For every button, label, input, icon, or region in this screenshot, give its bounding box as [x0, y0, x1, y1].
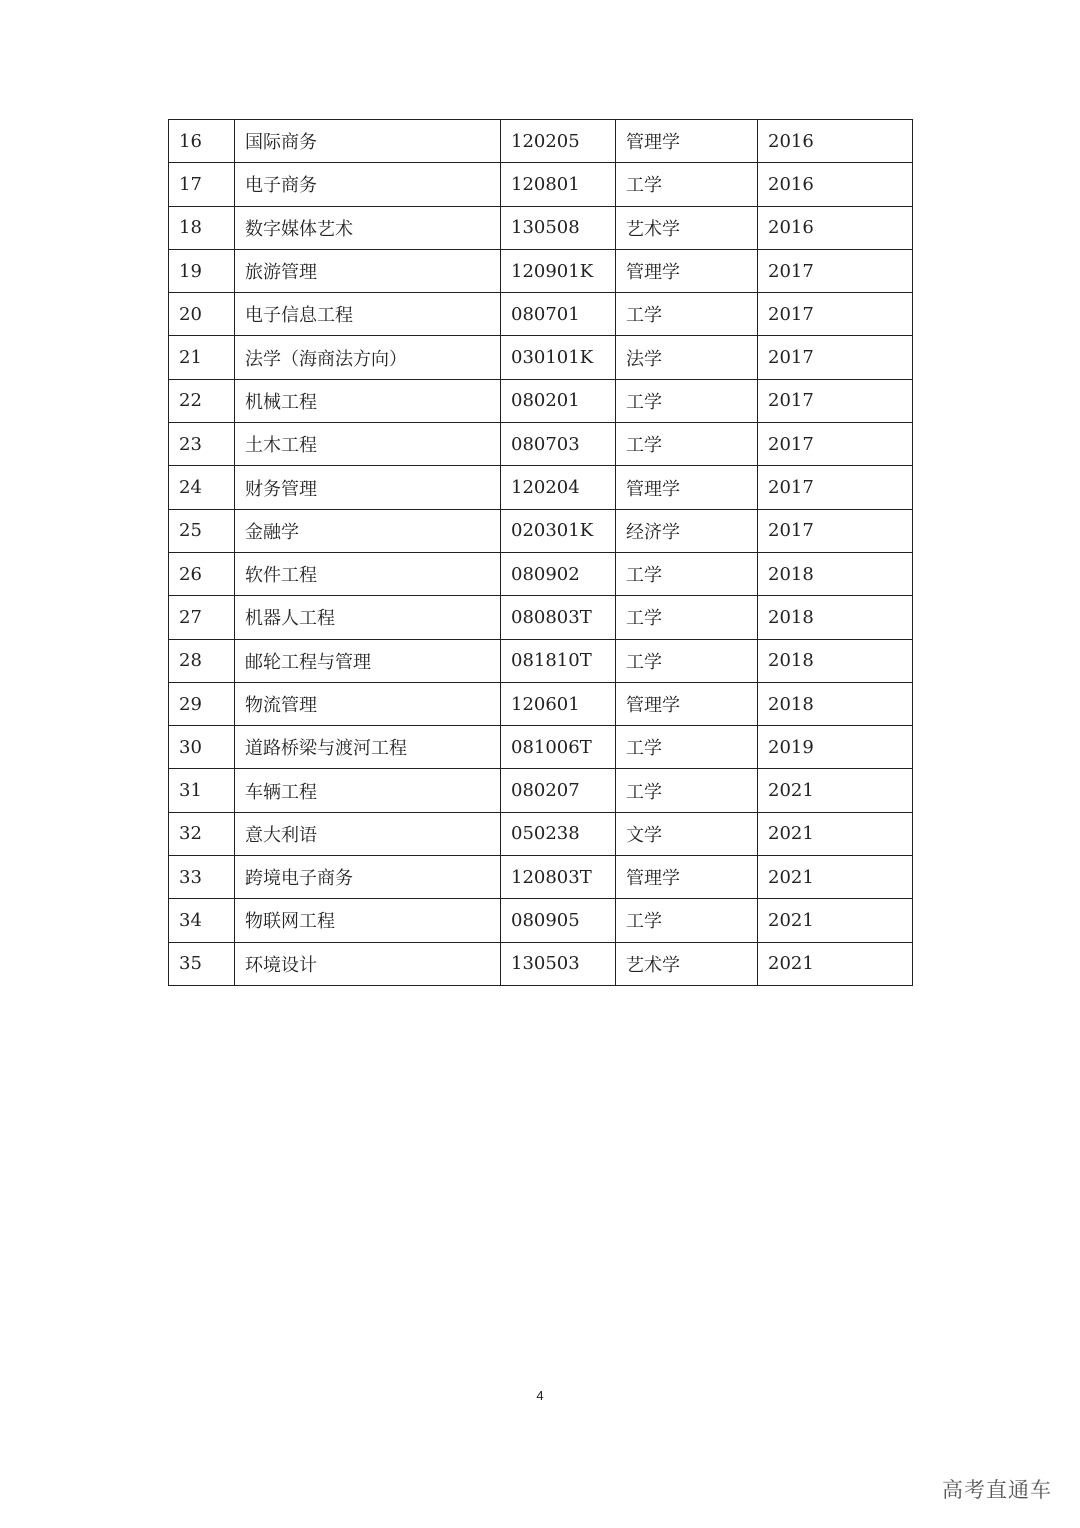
year: 2018	[758, 639, 913, 682]
year: 2018	[758, 552, 913, 595]
row-index: 30	[169, 726, 235, 769]
major-name: 财务管理	[235, 466, 501, 509]
year: 2021	[758, 856, 913, 899]
table-row	[169, 552, 913, 595]
major-code: 120803T	[501, 856, 616, 899]
year: 2021	[758, 812, 913, 855]
major-name: 跨境电子商务	[235, 856, 501, 899]
year: 2017	[758, 249, 913, 292]
table-row	[169, 812, 913, 855]
discipline: 经济学	[616, 509, 758, 552]
table-row	[169, 942, 913, 985]
row-index: 35	[169, 942, 235, 985]
year: 2016	[758, 163, 913, 206]
major-name: 数字媒体艺术	[235, 206, 501, 249]
discipline: 文学	[616, 812, 758, 855]
year: 2016	[758, 206, 913, 249]
major-name: 车辆工程	[235, 769, 501, 812]
table-row	[169, 726, 913, 769]
table-row	[169, 206, 913, 249]
discipline: 工学	[616, 596, 758, 639]
major-name: 旅游管理	[235, 249, 501, 292]
discipline: 管理学	[616, 856, 758, 899]
major-code: 120901K	[501, 249, 616, 292]
row-index: 29	[169, 682, 235, 725]
row-index: 24	[169, 466, 235, 509]
year: 2018	[758, 596, 913, 639]
row-index: 25	[169, 509, 235, 552]
row-index: 32	[169, 812, 235, 855]
major-code: 080207	[501, 769, 616, 812]
table-row	[169, 379, 913, 422]
year: 2021	[758, 899, 913, 942]
row-index: 34	[169, 899, 235, 942]
major-code: 130508	[501, 206, 616, 249]
major-name: 电子商务	[235, 163, 501, 206]
major-code: 120205	[501, 120, 616, 163]
discipline: 艺术学	[616, 206, 758, 249]
major-code: 030101K	[501, 336, 616, 379]
table-row	[169, 163, 913, 206]
table-row	[169, 509, 913, 552]
discipline: 工学	[616, 293, 758, 336]
row-index: 33	[169, 856, 235, 899]
major-name: 意大利语	[235, 812, 501, 855]
major-name: 环境设计	[235, 942, 501, 985]
discipline: 工学	[616, 769, 758, 812]
major-code: 050238	[501, 812, 616, 855]
year: 2021	[758, 942, 913, 985]
year: 2018	[758, 682, 913, 725]
discipline: 工学	[616, 379, 758, 422]
table-row	[169, 769, 913, 812]
year: 2016	[758, 120, 913, 163]
year: 2017	[758, 293, 913, 336]
major-name: 土木工程	[235, 423, 501, 466]
major-code: 080902	[501, 552, 616, 595]
major-code: 080201	[501, 379, 616, 422]
major-name: 道路桥梁与渡河工程	[235, 726, 501, 769]
year: 2021	[758, 769, 913, 812]
discipline: 管理学	[616, 249, 758, 292]
row-index: 21	[169, 336, 235, 379]
major-code: 120204	[501, 466, 616, 509]
discipline: 工学	[616, 163, 758, 206]
year: 2017	[758, 466, 913, 509]
discipline: 工学	[616, 639, 758, 682]
major-code: 120601	[501, 682, 616, 725]
major-code: 081006T	[501, 726, 616, 769]
major-name: 金融学	[235, 509, 501, 552]
discipline: 工学	[616, 726, 758, 769]
major-name: 物联网工程	[235, 899, 501, 942]
major-name: 机械工程	[235, 379, 501, 422]
table-row	[169, 466, 913, 509]
major-name: 国际商务	[235, 120, 501, 163]
year: 2017	[758, 379, 913, 422]
discipline: 艺术学	[616, 942, 758, 985]
row-index: 19	[169, 249, 235, 292]
major-name: 电子信息工程	[235, 293, 501, 336]
major-code: 120801	[501, 163, 616, 206]
year: 2017	[758, 509, 913, 552]
table-row	[169, 293, 913, 336]
table-row	[169, 336, 913, 379]
row-index: 18	[169, 206, 235, 249]
discipline: 管理学	[616, 682, 758, 725]
discipline: 工学	[616, 899, 758, 942]
major-code: 080701	[501, 293, 616, 336]
year: 2019	[758, 726, 913, 769]
year: 2017	[758, 423, 913, 466]
major-name: 软件工程	[235, 552, 501, 595]
row-index: 31	[169, 769, 235, 812]
discipline: 工学	[616, 423, 758, 466]
table-row	[169, 249, 913, 292]
discipline: 管理学	[616, 120, 758, 163]
row-index: 23	[169, 423, 235, 466]
year: 2017	[758, 336, 913, 379]
major-code: 080905	[501, 899, 616, 942]
major-code: 080703	[501, 423, 616, 466]
majors-table-body	[169, 120, 913, 986]
major-name: 物流管理	[235, 682, 501, 725]
discipline: 工学	[616, 552, 758, 595]
table-row	[169, 899, 913, 942]
major-name: 机器人工程	[235, 596, 501, 639]
row-index: 16	[169, 120, 235, 163]
table-row	[169, 423, 913, 466]
major-code: 020301K	[501, 509, 616, 552]
table-row	[169, 120, 913, 163]
major-code: 080803T	[501, 596, 616, 639]
watermark: 高考直通车	[942, 1478, 1052, 1502]
discipline: 法学	[616, 336, 758, 379]
row-index: 26	[169, 552, 235, 595]
row-index: 20	[169, 293, 235, 336]
major-code: 081810T	[501, 639, 616, 682]
table-row	[169, 639, 913, 682]
discipline: 管理学	[616, 466, 758, 509]
major-name: 法学（海商法方向）	[235, 336, 501, 379]
major-code: 130503	[501, 942, 616, 985]
major-name: 邮轮工程与管理	[235, 639, 501, 682]
table-row	[169, 856, 913, 899]
row-index: 17	[169, 163, 235, 206]
row-index: 22	[169, 379, 235, 422]
page-number: 4	[536, 1388, 544, 1403]
row-index: 27	[169, 596, 235, 639]
majors-table	[168, 119, 913, 986]
table-row	[169, 682, 913, 725]
row-index: 28	[169, 639, 235, 682]
table-row	[169, 596, 913, 639]
